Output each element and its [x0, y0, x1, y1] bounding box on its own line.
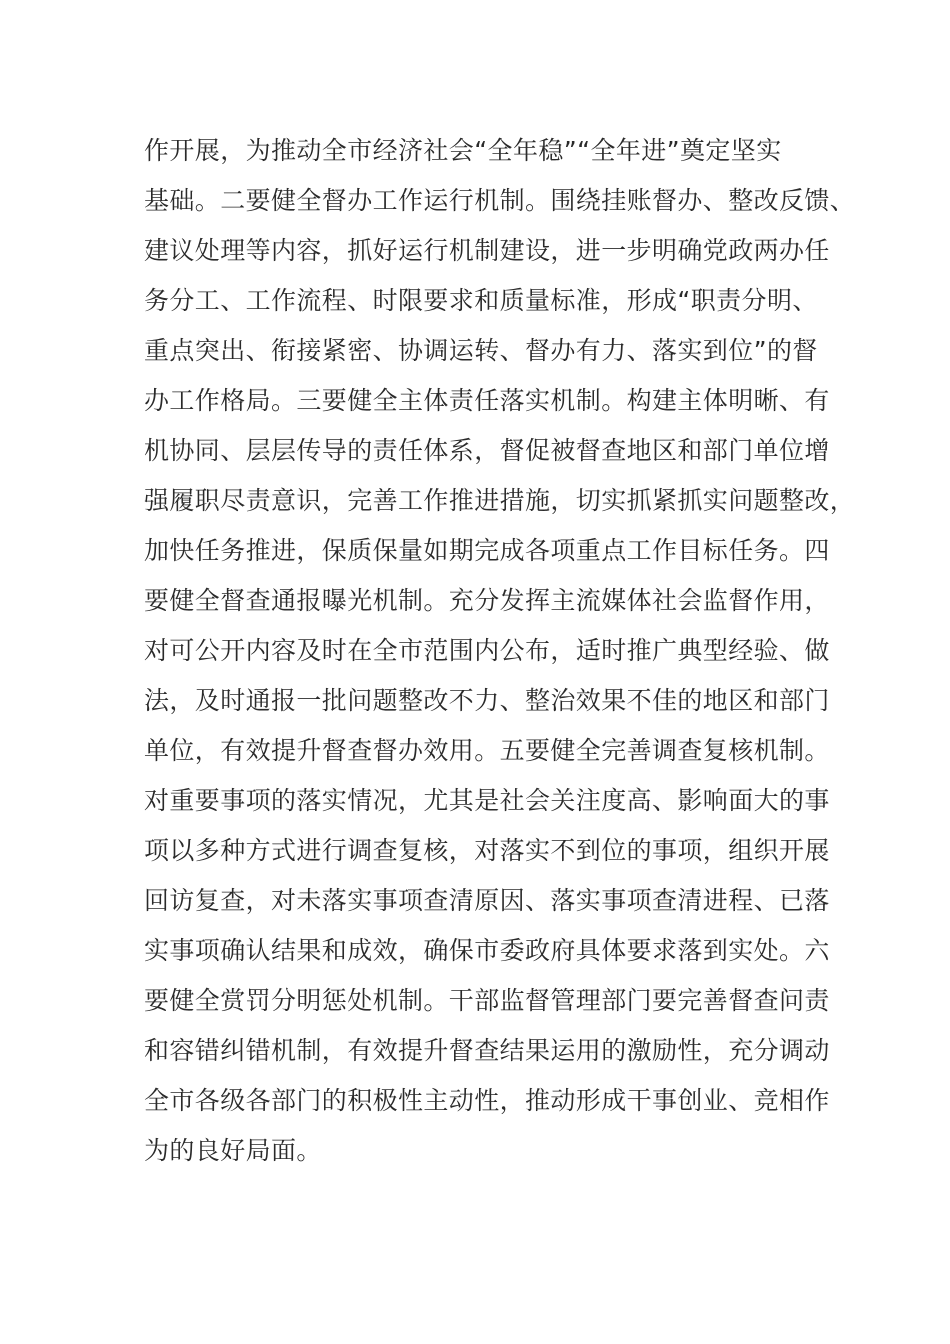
text-line: 作开展，为推动全市经济社会“全年稳”“全年进”奠定坚实 [144, 136, 782, 165]
text-line: 为的良好局面。 [144, 1136, 322, 1165]
text-line: 重点突出、衔接紧密、协调运转、督办有力、落实到位”的督 [144, 336, 818, 365]
body-paragraph [144, 126, 856, 1176]
text-line: 单位，有效提升督查督办效用。五要健全完善调查复核机制。 [144, 736, 830, 765]
text-line: 基础。二要健全督办工作运行机制。围绕挂账督办、整改反馈、 [144, 186, 856, 215]
text-line: 项以多种方式进行调查复核，对落实不到位的事项，组织开展 [144, 836, 830, 865]
text-line: 建议处理等内容，抓好运行机制建设，进一步明确党政两办任 [144, 236, 830, 265]
text-line: 全市各级各部门的积极性主动性，推动形成干事创业、竞相作 [144, 1086, 830, 1115]
text-line: 要健全赏罚分明惩处机制。干部监督管理部门要完善督查问责 [144, 986, 830, 1015]
text-line: 机协同、层层传导的责任体系，督促被督查地区和部门单位增 [144, 436, 830, 465]
text-line: 实事项确认结果和成效，确保市委政府具体要求落到实处。六 [144, 936, 830, 965]
text-line: 回访复查，对未落实事项查清原因、落实事项查清进程、已落 [144, 886, 830, 915]
text-line: 对重要事项的落实情况，尤其是社会关注度高、影响面大的事 [144, 786, 830, 815]
text-line: 办工作格局。三要健全主体责任落实机制。构建主体明晰、有 [144, 386, 830, 415]
text-line: 和容错纠错机制，有效提升督查结果运用的激励性，充分调动 [144, 1036, 830, 1065]
text-line: 加快任务推进，保质保量如期完成各项重点工作目标任务。四 [144, 536, 830, 565]
text-line: 强履职尽责意识，完善工作推进措施，切实抓紧抓实问题整改， [144, 486, 856, 515]
text-line: 法，及时通报一批问题整改不力、整治效果不佳的地区和部门 [144, 686, 830, 715]
text-line: 要健全督查通报曝光机制。充分发挥主流媒体社会监督作用， [144, 586, 830, 615]
text-line: 对可公开内容及时在全市范围内公布，适时推广典型经验、做 [144, 636, 830, 665]
text-line: 务分工、工作流程、时限要求和质量标准，形成“职责分明、 [144, 286, 818, 315]
